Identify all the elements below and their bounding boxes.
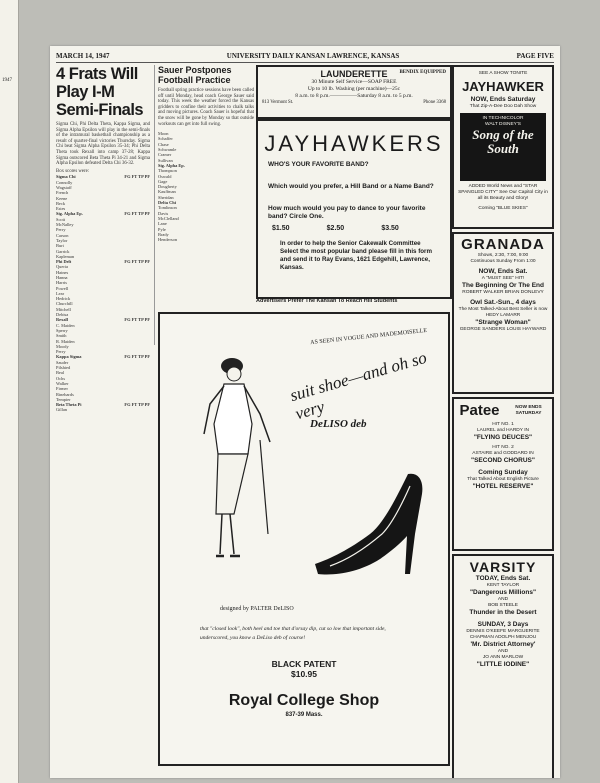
- theater-ads-column: [452, 65, 554, 771]
- box-score-team: Kappa Sigma FG FT TP PF: [56, 354, 150, 360]
- box-score-row: Lear: [56, 290, 65, 296]
- varsity-star1: KENT TAYLOR: [486, 583, 520, 588]
- brand-logo: DeLISO deb: [310, 418, 367, 430]
- varsity-film4: "LITTLE IODINE": [476, 661, 530, 668]
- box-score-row: Carson: [56, 232, 69, 238]
- box-score-row: Smith: [56, 333, 67, 339]
- price-options: [272, 225, 436, 232]
- box-score-row: Sullivan: [158, 157, 173, 163]
- launderette-line2: Up to 10 lb. Washing (per machine)—25c: [307, 86, 401, 92]
- box-score-row: Estes: [56, 206, 66, 212]
- granada-talked: The Most Talked-About Best Seller is now: [458, 307, 548, 312]
- jayhawker-now: NOW, Ends Saturday: [470, 96, 536, 103]
- shop-address: 837-39 Mass.: [285, 712, 323, 718]
- jayhawker-tagline: That Zip-A-Dee Doo Dah Show: [469, 104, 537, 109]
- box-score-row: Powell: [56, 285, 69, 291]
- varsity-cast3: JO ANN MARLOW: [482, 655, 524, 660]
- article-football-body: Football spring practice sessions have been called off until Monday, head coach George Sauer said today. This week the weather forced the Kansas gridders to confine their activities to chalk talks and moving pictures. Coach Sauer is hopeful that the snow will be gone by Monday so that outside workouts can get into full swing.: [158, 88, 254, 127]
- box-score-row: Scott: [56, 216, 66, 222]
- box-score-row: Hanna: [56, 274, 68, 280]
- box-score-row: Perry: [56, 227, 66, 233]
- seen-in-text: AS SEEN IN VOGUE AND MADEMOISELLE: [310, 327, 428, 347]
- box-score-row: R. Maiden: [56, 338, 75, 344]
- deliso-shoe-ad: [158, 312, 450, 766]
- launderette-badge: BENDIX EQUIPPED: [399, 70, 446, 75]
- box-score-row: Pyle: [158, 226, 166, 232]
- patee-ad: [452, 397, 554, 551]
- shop-name: Royal College Shop: [228, 692, 380, 709]
- varsity-sunday: SUNDAY, 3 Days: [477, 621, 529, 628]
- box-score-row: Dougherty: [158, 184, 177, 190]
- box-score-row: Walker: [56, 380, 69, 386]
- patee-talked: That Talked About English Picture: [467, 477, 539, 482]
- box-score-team: Delta Chi: [158, 200, 176, 206]
- disney-label: WALT DISNEY'S: [484, 122, 521, 127]
- patee-now: NOW ENDS SATURDAY: [515, 404, 542, 416]
- box-score-row: Moon: [158, 131, 169, 137]
- survey-note: In order to help the Senior Cakewalk Committee Select the most popular band please fill in this form and send it to Ray Evans, 1621 Edgehill, Lawrence, Kansas.: [280, 240, 432, 271]
- varsity-film3: 'Mr. District Attorney': [470, 641, 536, 648]
- launderette-phone: Phone 3368: [423, 100, 446, 105]
- advertisers-banner: Advertisers Prefer The Kansan To Reach Hill Students: [256, 298, 398, 304]
- shoe-illustration: [310, 464, 430, 584]
- box-score-row: Mitchell: [56, 306, 71, 312]
- varsity-and: AND: [497, 597, 509, 602]
- header-page: PAGE FIVE: [516, 52, 554, 60]
- launderette-line3: 8 a.m. to 8 p.m.—————Saturday 8 a.m. to 5 p.m.: [295, 93, 413, 99]
- box-score-row: Schwamle: [158, 147, 177, 153]
- headline-football: Sauer Postpones Football Practice: [158, 65, 232, 85]
- box-score-row: Churchill: [56, 301, 73, 307]
- patee-film3: "HOTEL RESERVE": [472, 483, 534, 490]
- price-option: $3.50: [381, 225, 399, 232]
- header-paper: UNIVERSITY DAILY KANSAN LAWRENCE, KANSAS: [226, 52, 400, 60]
- see-a-show: SEE A SHOW TONITE: [478, 71, 528, 76]
- box-score-team: Phi Delt FG FT TP PF: [56, 259, 150, 265]
- box-score-team: Sigma Chi FG FT TP PF: [56, 174, 150, 180]
- granada-now: NOW, Ends Sat.: [478, 268, 528, 275]
- patent-label: BLACK PATENT: [271, 659, 337, 669]
- patee-film1: "FLYING DEUCES": [473, 434, 533, 441]
- survey-question-3: How much would you pay to dance to your favorite band? Circle One.: [268, 205, 426, 220]
- box-score-row: Tomlinson: [158, 205, 177, 211]
- granada-film2: "Strange Woman": [475, 319, 531, 326]
- varsity-film1: "Dangerous Millions": [469, 589, 537, 596]
- varsity-cast: DENNIS O'KEEFE MARGUERITE CHAPMAN ADOLPH MENJOU: [466, 629, 540, 640]
- box-score-row: Sheridan: [158, 194, 174, 200]
- launderette-title: LAUNDERETTE: [320, 69, 388, 79]
- box-score-row: Lane: [158, 221, 167, 227]
- jayhawker-theater-name: JAYHAWKER: [462, 79, 544, 94]
- ad-description: that "closed look", both heel and toe that d'orsay dip, cut so low that important side, underscored, you know a DeLiso deb of course!: [200, 626, 386, 641]
- box-score-row: Burt: [56, 243, 64, 249]
- box-score-row: Pilshied: [56, 365, 71, 371]
- patee-cast1: LAUREL and HARDY IN: [477, 428, 529, 433]
- box-score-row: Davis: [158, 210, 169, 216]
- box-score-row: Queria: [56, 264, 68, 270]
- patee-film2: "SECOND CHORUS": [471, 457, 535, 464]
- jayhawkers-survey-ad: [256, 119, 452, 299]
- granada-name: GRANADA: [461, 236, 545, 253]
- price-option: $1.50: [272, 225, 290, 232]
- patee-name: Patee: [459, 402, 500, 419]
- added-features: ADDED World News and "STAR SPANGLED CITY" See Our Capitol City in all its Beauty and Glory!: [458, 184, 548, 201]
- patee-coming: Coming Sunday: [478, 469, 528, 476]
- woman-illustration: [190, 344, 280, 564]
- survey-question-1: WHO'S YOUR FAVORITE BAND?: [268, 161, 369, 168]
- box-score-row: Brady: [158, 231, 169, 237]
- script-slogan: suit shoe—and oh so very: [287, 347, 429, 424]
- article-intramural: [56, 65, 150, 765]
- granada-cast1: ROBERT WALKER BRIAN DONLEVY: [462, 290, 544, 295]
- technicolor-label: IN TECHNICOLOR: [482, 116, 524, 121]
- box-score-row: Tempier: [56, 396, 71, 402]
- headline-intramural: 4 Frats Will Play I-M Semi-Finals: [56, 65, 144, 119]
- box-score-row: Debisa: [56, 312, 69, 318]
- granada-mustsee: A "MUST SEE" HIT!: [481, 276, 525, 281]
- patee-hit2: HIT NO. 2: [492, 445, 514, 450]
- jayhawkers-title: JAYHAWKERS: [264, 131, 444, 156]
- launderette-line1: 30 Minute Self Service—SOAP FREE: [311, 79, 397, 85]
- box-score-row: Schaffer: [158, 136, 173, 142]
- box-score-row: Thompson: [158, 168, 177, 174]
- box-score-row: Oswald: [158, 173, 172, 179]
- box-score-row: Firmer: [56, 386, 68, 392]
- box-score-row: Gillan: [56, 407, 67, 413]
- granada-owl: Owl Sat.-Sun., 4 days: [470, 299, 536, 306]
- box-score-row: Kapleman: [56, 253, 75, 259]
- page-header: [56, 52, 554, 63]
- varsity-and2: AND: [497, 649, 509, 654]
- box-score-row: Beal: [56, 370, 65, 376]
- patee-hit1: HIT NO. 1: [492, 422, 514, 427]
- box-score-row: Hedrick: [56, 296, 71, 302]
- granada-sunday: Continuous Sunday From 1:00: [470, 259, 536, 264]
- box-score-row: Cramer: [158, 152, 172, 158]
- box-score-row: McNalley: [56, 222, 74, 228]
- article-intramural-body: Sigma Chi, Phi Delta Theta, Kappa Sigma, and Sigma Alpha Epsilon will play in the semi-finals of the intramural basketball championship as a result of quarter-final victories Thursday. Sigma Chi beat Sigma Alpha Epsilon 35-34; Phi Delta Theta took Rexall into camp 37-28; Kappa Sigma outscored Beta Theta Pi 34-21 and Sigma Alpha Epsilon defeated Delta Chi 36-32.: [56, 122, 150, 167]
- box-score-team: Rexall FG FT TP PF: [56, 317, 150, 323]
- granada-ad: [452, 232, 554, 394]
- newspaper-page: [50, 46, 560, 778]
- box-score-row: Sperry: [56, 327, 68, 333]
- varsity-today: TODAY, Ends Sat.: [475, 575, 531, 582]
- varsity-name: VARSITY: [469, 559, 537, 575]
- box-score-row: Haines: [56, 269, 69, 275]
- shoe-price: $10.95: [291, 669, 317, 679]
- box-score-row: Connolly: [56, 179, 73, 185]
- box-score-row: Keene: [56, 195, 68, 201]
- box-score-row: Ochs: [56, 375, 66, 381]
- article-football: [154, 65, 254, 345]
- box-score-row: McClelland: [158, 215, 179, 221]
- box-score-row: French: [56, 190, 69, 196]
- box-score-row: Wagstaff: [56, 184, 72, 190]
- box-score-row: Sauder: [56, 359, 69, 365]
- survey-question-2: Which would you prefer, a Hill Band or a Name Band?: [268, 183, 434, 190]
- box-scores-col2: [158, 131, 254, 242]
- header-date: MARCH 14, 1947: [56, 52, 110, 60]
- adjacent-page-edge: [0, 0, 19, 783]
- box-score-row: Rinehards: [56, 391, 74, 397]
- edge-page-ref: 1947: [2, 78, 12, 83]
- coming-soon: Coming "BLUE SKIES": [478, 206, 528, 211]
- box-score-row: Gage: [158, 178, 168, 184]
- film-title-song-of-south: Song of the South: [472, 127, 534, 156]
- box-score-team: Sig. Alpha Ep. FG FT TP PF: [56, 211, 150, 217]
- box-score-row: Perry: [56, 349, 66, 355]
- jayhawker-theater-ad: [452, 65, 554, 229]
- box-score-row: Harris: [56, 280, 67, 286]
- granada-film1: The Beginning Or The End: [462, 282, 544, 289]
- box-score-team: Beta Theta Pi FG FT TP PF: [56, 402, 150, 408]
- box-scores: [56, 174, 150, 412]
- granada-shows: Shows, 2:30, 7:00, 9:00: [477, 253, 529, 258]
- designed-by: designed by PALTER DeLISO: [220, 606, 294, 612]
- box-score-row: Garrick: [56, 248, 70, 254]
- box-score-row: Beck: [56, 200, 66, 206]
- patee-cast2: ASTAIRE and GODDARD IN: [472, 451, 534, 456]
- box-score-row: Moody: [56, 343, 69, 349]
- box-score-row: Taylor: [56, 237, 68, 243]
- launderette-address: 813 Vermont St.: [262, 100, 294, 105]
- varsity-film2: Thunder in the Desert: [469, 609, 537, 616]
- box-score-row: C. Maiden: [56, 322, 75, 328]
- price-option: $2.50: [326, 225, 345, 232]
- box-score-row: Kauffman: [158, 189, 176, 195]
- varsity-star2: BOB STEELE: [488, 603, 518, 608]
- granada-cast2: GEORGE SANDERS LOUIS HAYWARD: [459, 327, 547, 332]
- box-score-label: Box scores were:: [56, 168, 90, 174]
- box-score-team: Sig. Alpha Ep.: [158, 162, 185, 168]
- launderette-ad: [256, 65, 452, 119]
- varsity-ad: [452, 554, 554, 778]
- granada-star: HEDY LAMARR: [485, 313, 521, 318]
- box-score-row: Chase: [158, 141, 169, 147]
- box-score-row: Henderson: [158, 237, 178, 243]
